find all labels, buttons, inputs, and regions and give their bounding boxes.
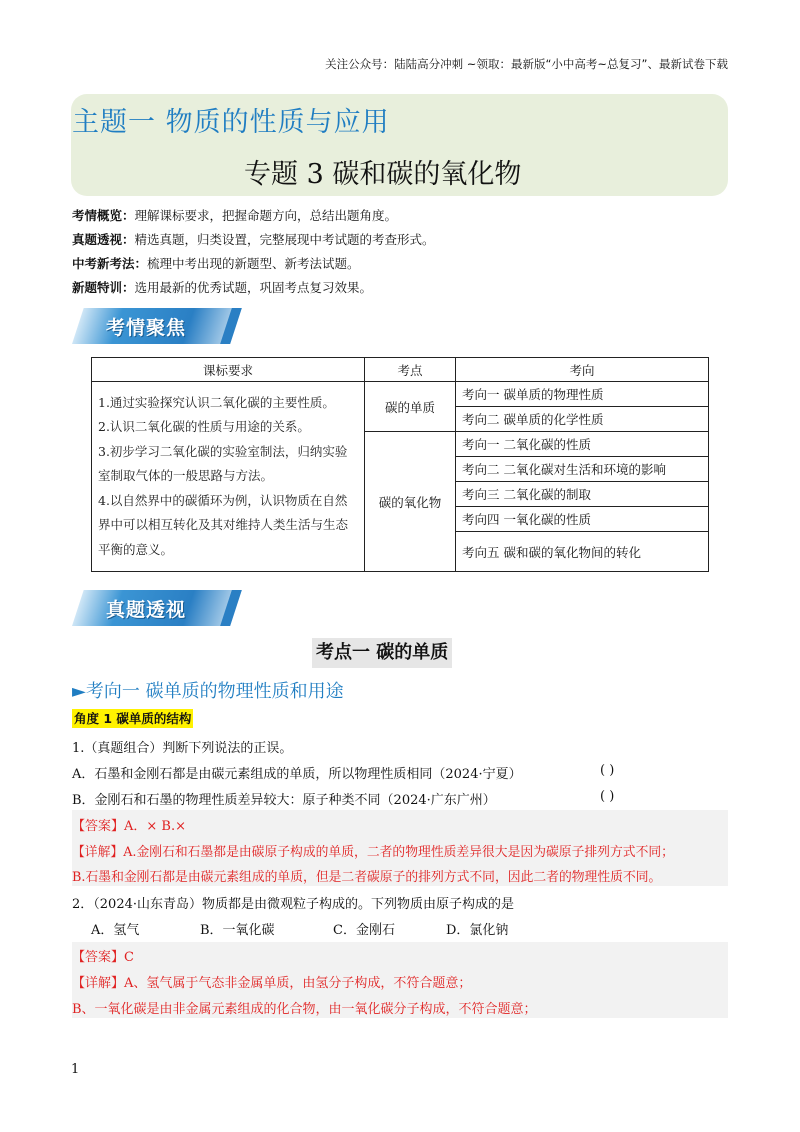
requirement-item: 4.以自然界中的碳循环为例，认识物质在自然界中可以相互转化及其对维持人类生活与生态平衡的意义。 [98,492,349,557]
detail-1-line-1: 【详解】A.金刚石和石墨都是由碳原子构成的单质，二者的物理性质差异很大是因为碳原子排列方式不同； [72,845,674,860]
intro-line [72,278,372,296]
intro-line [72,230,435,248]
direction-cell: 考向二 二氧化碳对生活和环境的影响 [456,457,709,482]
section-tag-label: 真题透视 [106,599,187,621]
requirement-item: 2.认识二氧化碳的性质与用途的关系。 [98,419,310,435]
table-header: 课标要求 [92,358,365,382]
table-header-row [92,358,709,382]
kaodian-title: 考点一 碳的单质 [312,638,452,668]
intro-label: 真题透视： [72,232,135,247]
intro-line [72,206,397,224]
direction-cell: 考向二 碳单质的化学性质 [456,407,709,432]
page-number: 1 [71,1062,80,1077]
angle-title: 角度 1 碳单质的结构 [74,711,192,726]
option-a: A．氢气 [91,923,140,938]
special-title: 专题 3 碳和碳的氧化物 [244,159,522,190]
detail-1-line-2: B.石墨和金刚石都是由碳元素组成的单质，但是二者碳原子的排列方式不同，因此二者的物理性质不同。 [72,870,662,885]
direction-title: ►考向一 碳单质的物理性质和用途 [72,681,344,702]
intro-label: 考情概览： [72,208,135,223]
table-header: 考点 [365,358,456,382]
direction-cell: 考向四 一氧化碳的性质 [456,507,709,532]
detail-2-line-2: B、一氧化碳是由非金属元素组成的化合物，由一氧化碳分子构成，不符合题意； [72,1002,537,1017]
direction-cell: 考向一 碳单质的物理性质 [456,382,709,407]
direction-cell: 考向五 碳和碳的氧化物间的转化 [456,532,709,572]
question-1-statement-a: A．石墨和金刚石都是由碳元素组成的单质，所以物理性质相同（2024·宁夏） [72,767,522,782]
answer-1: 【答案】A．× B.× [72,819,186,834]
direction-cell: 考向一 二氧化碳的性质 [456,432,709,457]
option-b: B．一氧化碳 [200,923,275,938]
question-1-stem: 1.（真题组合）判断下列说法的正误。 [72,741,293,756]
header-note: 关注公众号：陆陆高分冲刺 ~领取：最新版“小中高考~总复习”、最新试卷下载 [325,57,728,71]
intro-text: 精选真题，归类设置，完整展现中考试题的考查形式。 [134,232,435,247]
answer-blank: ( ) [600,789,615,804]
point-cell: 碳的单质 [365,382,456,432]
curriculum-table [91,357,709,572]
option-c: C．金刚石 [333,923,395,938]
direction-cell: 考向三 二氧化碳的制取 [456,482,709,507]
requirement-item: 3.初步学习二氧化碳的实验室制法，归纳实验室制取气体的一般思路与方法。 [98,443,348,484]
intro-text: 梳理中考出现的新题型、新考法试题。 [147,256,360,271]
section-tag-label: 考情聚焦 [106,317,187,339]
point-cell: 碳的氧化物 [365,432,456,572]
intro-label: 新题特训： [72,280,135,295]
intro-text: 理解课标要求，把握命题方向，总结出题角度。 [134,208,398,223]
table-header: 考向 [456,358,709,382]
intro-label: 中考新考法： [72,256,148,271]
question-2-stem: 2．（2024·山东青岛）物质都是由微观粒子构成的。下列物质由原子构成的是 [72,897,514,912]
question-1-statement-b: B．金刚石和石墨的物理性质差异较大：原子种类不同（2024·广东广州） [72,793,496,808]
intro-line [72,254,360,272]
option-d: D．氯化钠 [446,923,509,938]
section-tag-focus [72,308,230,344]
detail-2-line-1: 【详解】A、氢气属于气态非金属单质，由氢分子构成，不符合题意； [72,976,472,991]
answer-blank: ( ) [600,763,615,778]
requirement-item: 1.通过实验探究认识二氧化碳的主要性质。 [98,394,335,410]
topic-title: 主题一 物质的性质与应用 [72,107,390,138]
intro-text: 选用最新的优秀试题，巩固考点复习效果。 [134,280,373,295]
answer-2: 【答案】C [72,950,134,965]
section-tag-exams [72,590,230,626]
table-row [92,382,709,407]
requirements-cell [92,382,365,572]
